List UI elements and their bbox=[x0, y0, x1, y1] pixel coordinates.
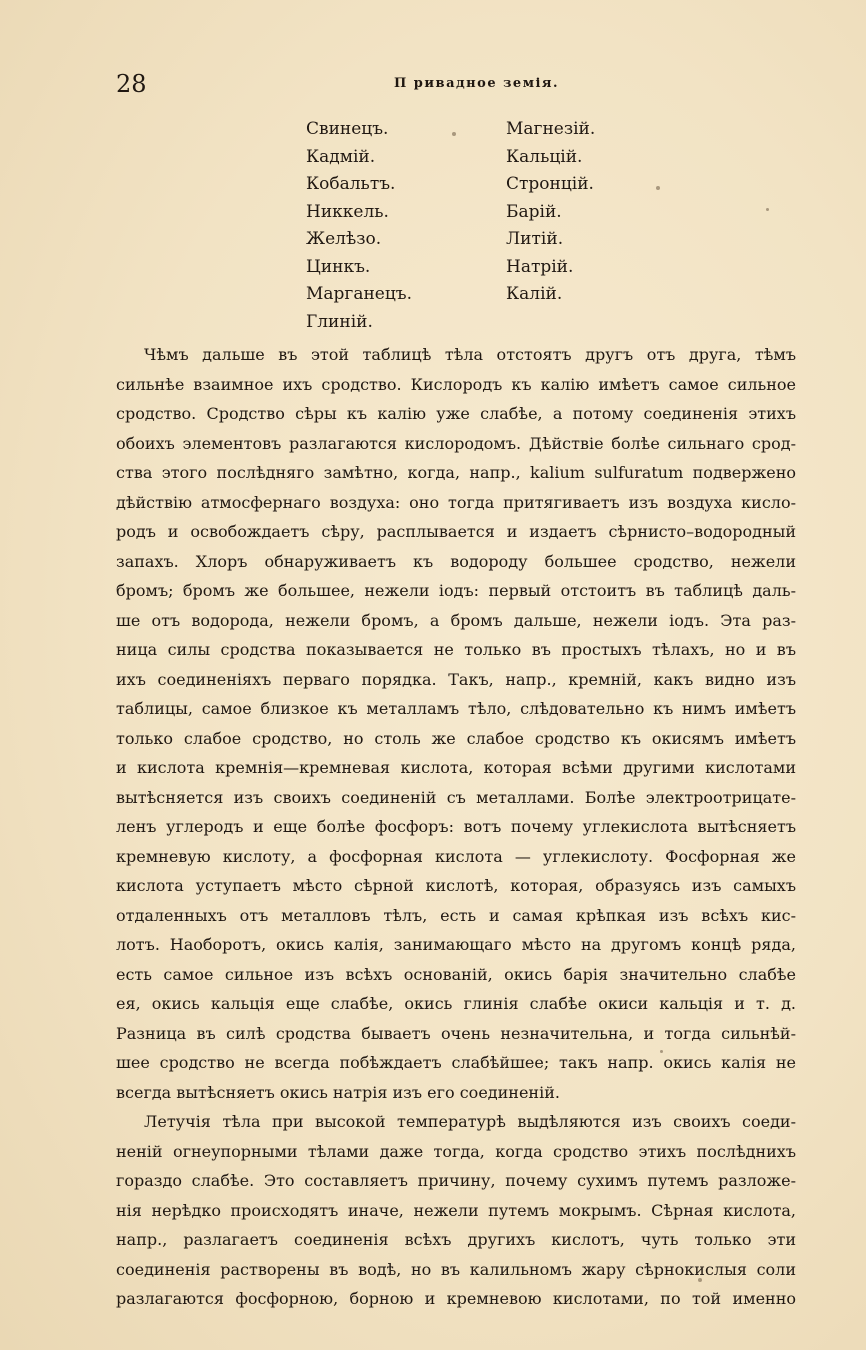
text-line: вытѣсняется изъ своихъ соединеній съ металлами. Болѣе электроотрицате- bbox=[116, 787, 796, 807]
paragraph-affinity-series bbox=[116, 340, 796, 1107]
element-name: Литій. bbox=[506, 229, 564, 249]
text-line: ея, окись кальція еще слабѣе, окись глинія слабѣе окиси кальція и т. д. bbox=[116, 994, 796, 1013]
paper-speck bbox=[766, 208, 769, 211]
text-line: таблицы, самое близкое къ металламъ тѣло, слѣдовательно къ нимъ имѣетъ bbox=[116, 699, 796, 718]
paper-speck bbox=[656, 186, 660, 190]
paper-speck bbox=[452, 132, 456, 136]
element-name: Натрій. bbox=[506, 256, 574, 277]
element-name: Стронцій. bbox=[506, 174, 594, 194]
elements-right-column bbox=[506, 116, 595, 309]
text-line: ства этого послѣдняго замѣтно, когда, напр., kalium sulfuratum подвержено bbox=[116, 463, 796, 482]
text-line: дѣйствію атмосфернаго воздуха: оно тогда притягиваетъ изъ воздуха кисло- bbox=[116, 492, 796, 512]
element-name: Кальцій. bbox=[506, 146, 583, 167]
text-line: Чѣмъ дальше въ этой таблицѣ тѣла отстоятъ другъ отъ друга, тѣмъ bbox=[144, 345, 796, 364]
text-line: обоихъ элементовъ разлагаются кислородомъ. Дѣйствіе болѣе сильнаго срод- bbox=[116, 433, 796, 453]
text-line: гораздо слабѣе. Это составляетъ причину, почему сухимъ путемъ разложе- bbox=[116, 1171, 796, 1190]
text-line: сильнѣе взаимное ихъ сродство. Кислородъ къ калію имѣетъ самое сильное bbox=[116, 374, 796, 394]
element-name: Глиній. bbox=[306, 311, 373, 332]
text-line: ихъ соединеніяхъ перваго порядка. Такъ, напр., кремній, какъ видно изъ bbox=[116, 669, 796, 689]
text-line: и кислота кремнія—кремневая кислота, которая всѣми другими кислотами bbox=[116, 758, 796, 777]
text-line: Летучія тѣла при высокой температурѣ выдѣляются изъ своихъ соеди- bbox=[144, 1112, 796, 1131]
text-line: кислота уступаетъ мѣсто сѣрной кислотѣ, которая, образуясь изъ самыхъ bbox=[116, 876, 796, 895]
page-number: 28 bbox=[116, 70, 147, 98]
element-name: Цинкъ. bbox=[306, 256, 371, 277]
text-line: нія нерѣдко происходятъ иначе, нежели путемъ мокрымъ. Сѣрная кислота, bbox=[116, 1200, 796, 1220]
text-line: родъ и освобождаетъ сѣру, расплывается и издаетъ сѣрнисто–водородный bbox=[116, 522, 796, 541]
text-line: шее сродство не всегда побѣждаетъ слабѣйшее; такъ напр. окись калія не bbox=[116, 1053, 796, 1072]
paper-speck bbox=[698, 1278, 702, 1282]
text-line: бромъ; бромъ же большее, нежели іодъ: первый отстоитъ въ таблицѣ даль- bbox=[116, 581, 796, 600]
running-head: П ривадное земія. bbox=[394, 76, 560, 91]
text-line: только слабое сродство, но столь же слабое сродство къ окисямъ имѣетъ bbox=[116, 728, 796, 748]
element-name: Калій. bbox=[506, 284, 563, 304]
element-name: Кобальтъ. bbox=[306, 174, 396, 194]
text-line: напр., разлагаетъ соединенія всѣхъ другихъ кислотъ, чуть только эти bbox=[116, 1230, 796, 1249]
paragraph-volatile-bodies bbox=[116, 1107, 796, 1314]
text-line: всегда вытѣсняетъ окись натрія изъ его соединеній. bbox=[116, 1082, 560, 1102]
text-line: кремневую кислоту, а фосфорная кислота — углекислоту. Фосфорная же bbox=[116, 846, 796, 866]
text-line: ленъ углеродъ и еще болѣе фосфоръ: вотъ почему углекислота вытѣсняетъ bbox=[116, 817, 796, 836]
text-line: лотъ. Наоборотъ, окись калія, занимающаго мѣсто на другомъ концѣ ряда, bbox=[116, 935, 796, 954]
text-line: ница силы сродства показывается не только въ простыхъ тѣлахъ, но и въ bbox=[116, 640, 796, 659]
text-line: соединенія растворены въ водѣ, но въ калильномъ жару сѣрнокислыя соли bbox=[116, 1259, 796, 1279]
text-line: Разница въ силѣ сродства бываетъ очень незначительна, и тогда сильнѣй- bbox=[116, 1023, 796, 1043]
element-name: Никкель. bbox=[306, 201, 389, 222]
element-name: Свинецъ. bbox=[306, 119, 389, 139]
element-name: Кадмій. bbox=[306, 146, 376, 167]
element-name: Марганецъ. bbox=[306, 284, 413, 304]
paper-speck bbox=[660, 1050, 663, 1053]
element-name: Барій. bbox=[506, 201, 562, 222]
element-name: Магнезій. bbox=[506, 119, 596, 139]
text-line: неній огнеупорными тѣлами даже тогда, когда сродство этихъ послѣднихъ bbox=[116, 1141, 796, 1161]
element-name: Желѣзо. bbox=[306, 229, 382, 249]
body-text bbox=[116, 340, 796, 1314]
elements-left-column bbox=[306, 116, 412, 336]
text-line: разлагаются фосфорною, борною и кремневою кислотами, по той именно bbox=[116, 1289, 796, 1308]
text-line: есть самое сильное изъ всѣхъ основаній, окись барія значительно слабѣе bbox=[116, 964, 796, 984]
text-line: ше отъ водорода, нежели бромъ, а бромъ дальше, нежели іодъ. Эта раз- bbox=[116, 610, 796, 630]
text-line: отдаленныхъ отъ металловъ тѣлъ, есть и самая крѣпкая изъ всѣхъ кис- bbox=[116, 905, 796, 925]
text-line: запахъ. Хлоръ обнаруживаетъ къ водороду большее сродство, нежели bbox=[116, 551, 796, 571]
text-line: сродство. Сродство сѣры къ калію уже слабѣе, а потому соединенія этихъ bbox=[116, 404, 796, 423]
elements-table bbox=[306, 116, 626, 346]
